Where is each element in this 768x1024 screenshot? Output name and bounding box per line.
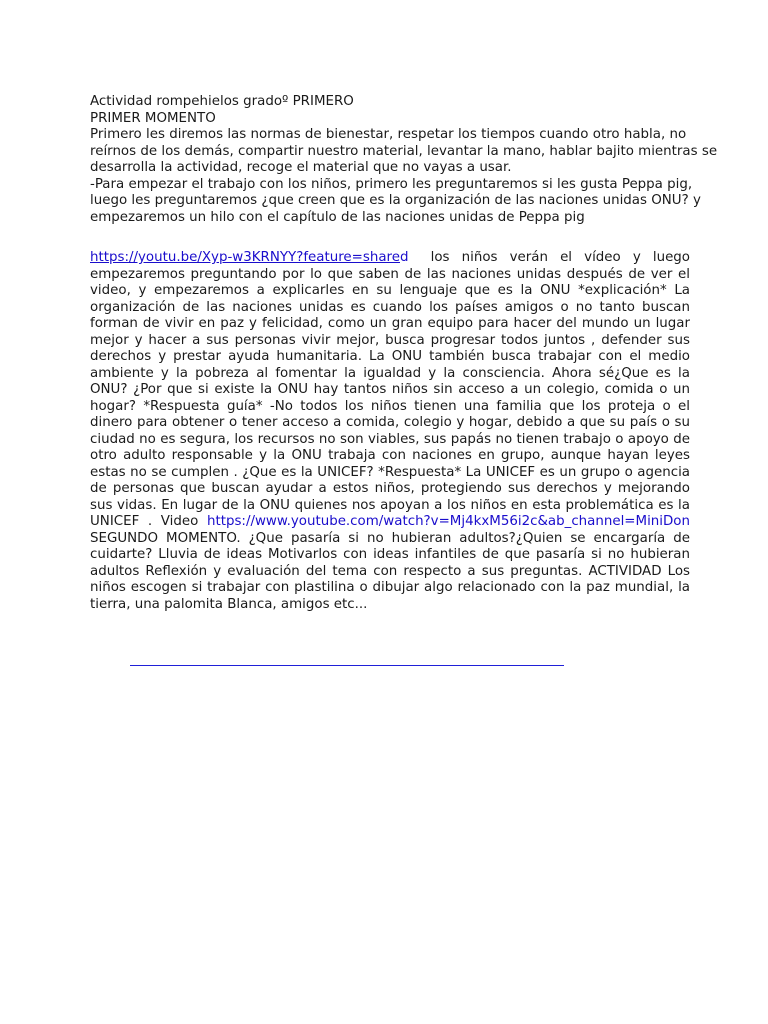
unicef-video-link[interactable]: https://www.youtube.com/watch?v=Mj4kxM56i2c&ab_channel=MiniDon — [206, 514, 690, 529]
text-line: reírnos de los demás, compartir nuestro material, levantar la mano, hablar bajito mientras se — [90, 143, 718, 159]
intro-section — [90, 94, 718, 226]
peppa-video-link-tail[interactable]: d — [400, 250, 409, 265]
peppa-video-link[interactable]: https://youtu.be/Xyp-w3KRNYY?feature=share — [90, 250, 400, 265]
text-line: luego les preguntaremos ¿que creen que es la organización de las naciones unidas ONU? y — [90, 193, 701, 208]
document-title: Actividad rompehielos gradoº PRIMERO — [90, 94, 354, 109]
underline-rule — [130, 665, 564, 666]
text-line: empezaremos un hilo con el capítulo de las naciones unidas de Peppa pig — [90, 209, 585, 225]
text-line: desarrolla la actividad, recoge el material que no vayas a usar. — [90, 160, 512, 175]
paragraph-text: los niños verán el vídeo y luego empezaremos preguntando por lo que saben de las naciones unidas después de ver el video, y empezaremos a explicarles en su lenguaje que es la ONU *explicación* La organización de las naciones unidas es cuando los países amigos o no tanto buscan forman de vivir en paz y felicidad, como un gran equipo para hacer del mundo un lugar mejor y hacer a sus personas vivir mejor, busca progresar todos juntos , defender sus derechos y prestar ayuda humanitaria. La ONU también busca trabajar con el medio ambiente y la pobreza al fomentar la igualdad y la consciencia. Ahora sé¿Que es la ONU? ¿Por que si existe la ONU hay tantos niños sin acceso a un colegio, comida o un hogar? *Respuesta guía* -No todos los niños tienen una familia que los proteja o el dinero para obtener o tener acceso a comida, colegio y hogar, debido a que su país o su ciudad no es segura, los recursos no son viables, sus papás no tienen trabajo o apoyo de otro adulto responsable y la ONU trabaja con naciones en grupo, aunque hayan leyes estas no se cumplen . ¿Que es la UNICEF? *Respuesta* La UNICEF es un grupo o agencia de personas que buscan ayudar a estos niños, protegiendo sus derechos y mejorando sus vidas. En lugar de la ONU quienes nos apoyan a los niños en esta problemática es la UNICEF . Video — [90, 250, 691, 529]
paragraph-text-continued: SEGUNDO MOMENTO. ¿Que pasaría si no hubieran adultos?¿Quien se encargaría de cuidarte? Lluvia de ideas Motivarlos con ideas infantiles de que pasaría si no hubieran adultos Reflexión y evaluación del tema con respecto a sus preguntas. ACTIVIDAD Los niños escogen si trabajar con plastilina o dibujar algo relacionado con la paz mundial, la tierra, una palomita Blanca, amigos etc... — [90, 530, 690, 612]
body-paragraph — [90, 250, 690, 613]
text-line: -Para empezar el trabajo con los niños, primero les preguntaremos si les gusta Peppa pig, — [90, 176, 693, 192]
section-heading: PRIMER MOMENTO — [90, 110, 216, 126]
text-line: Primero les diremos las normas de bienestar, respetar los tiempos cuando otro habla, no — [90, 127, 687, 142]
